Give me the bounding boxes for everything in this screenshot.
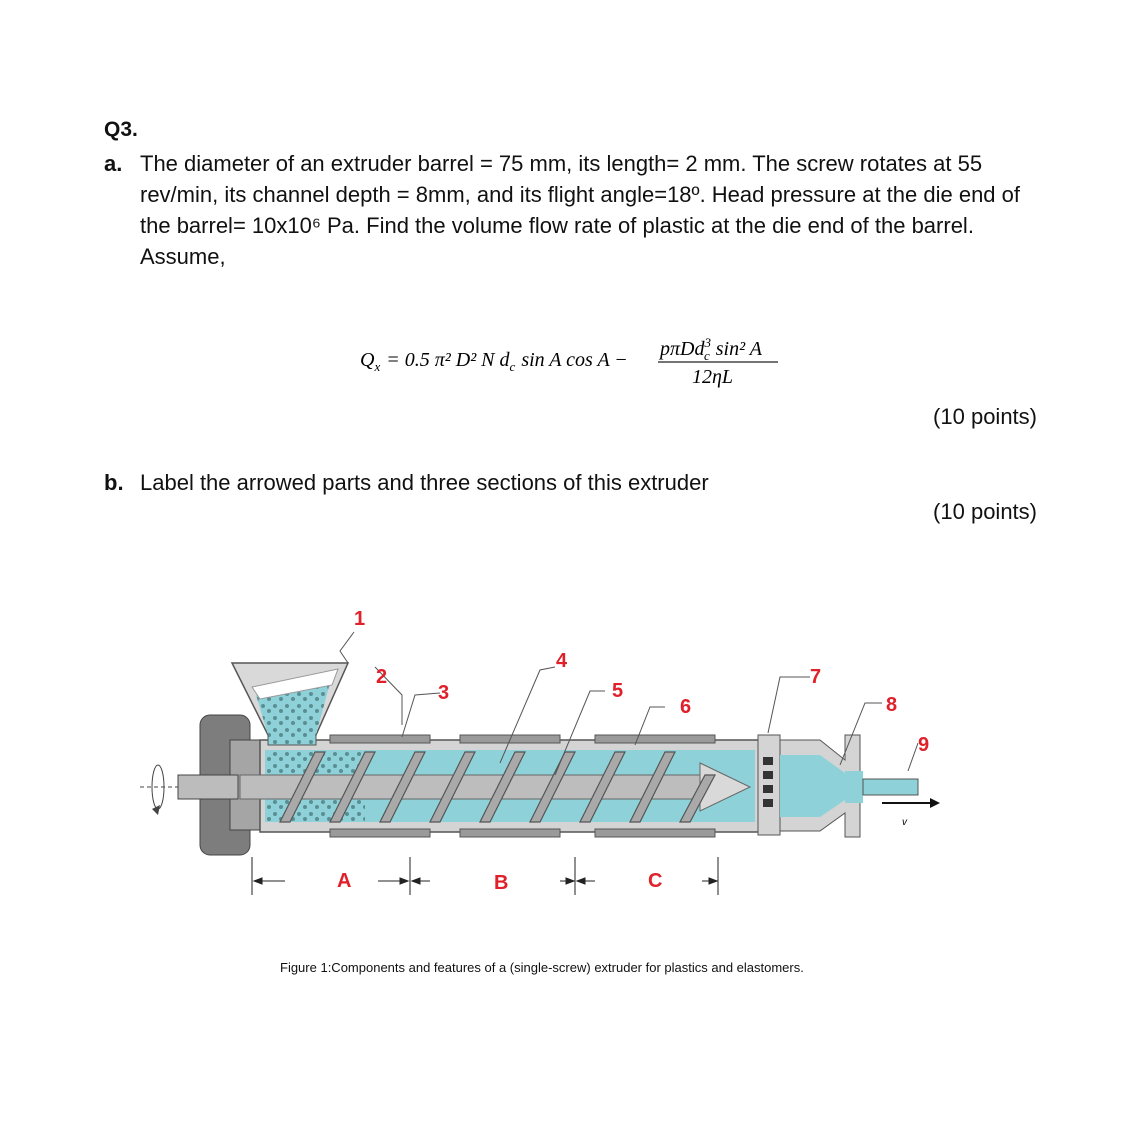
question-number: Q3. <box>104 118 138 141</box>
part-b-text: Label the arrowed parts and three sections of this extruder <box>140 470 709 495</box>
part-number-3: 3 <box>438 682 450 704</box>
part-number-7: 7 <box>810 666 822 688</box>
die <box>780 735 918 837</box>
part-b <box>104 467 804 499</box>
figure-caption: Figure 1:Components and features of a (single-screw) extruder for plastics and elastomers. <box>280 960 804 975</box>
part-number-1: 1 <box>354 608 366 630</box>
extruder-diagram <box>140 595 960 905</box>
section-label-b: B <box>494 872 509 894</box>
part-b-label: b. <box>104 470 124 495</box>
part-number-8: 8 <box>886 694 898 716</box>
section-label-c: C <box>648 870 663 892</box>
part-number-9: 9 <box>918 734 930 756</box>
formula-numerator: pπDd <box>660 338 705 360</box>
velocity-label: v <box>902 817 907 828</box>
formula-first-term: = 0.5 π² D² N d <box>386 349 510 371</box>
part-a-text: The diameter of an extruder barrel = 75 mm, its length= 2 mm. The screw rotates at 55 rev/min, its channel depth = 8mm, and its flight angle=18º. Head pressure at the die end of the barrel= 10x10⁶ Pa. Find the volume flow rate of plastic at the die end of the barrel. Assume, <box>140 151 1020 269</box>
part-number-4: 4 <box>556 650 568 672</box>
formula-lhs: Q <box>360 349 375 371</box>
formula-trig: sin A cos A − <box>521 349 628 371</box>
flow-rate-formula <box>360 333 800 395</box>
formula-denominator: 12ηL <box>692 366 734 388</box>
part-a-points: (10 points) <box>933 404 1037 429</box>
formula-first-sub: c <box>509 359 516 374</box>
part-b-points: (10 points) <box>933 499 1037 524</box>
part-number-2: 2 <box>376 666 388 688</box>
part-a <box>104 148 1034 278</box>
svg-text:Qx= 0.5 π² D² N dcsin A cos A <box>360 349 628 374</box>
formula-lhs-sub: x <box>374 359 381 374</box>
breaker-plate <box>758 735 780 835</box>
formula-num-sup: 3 <box>704 335 711 350</box>
section-label-a: A <box>337 870 352 892</box>
formula-num-sub: c <box>703 348 710 363</box>
part-a-label: a. <box>104 151 123 176</box>
part-number-6: 6 <box>680 696 692 718</box>
part-number-5: 5 <box>612 680 624 702</box>
svg-text:pπDd3csin² A <box>658 335 763 363</box>
formula-num-tail: sin² A <box>715 338 762 360</box>
